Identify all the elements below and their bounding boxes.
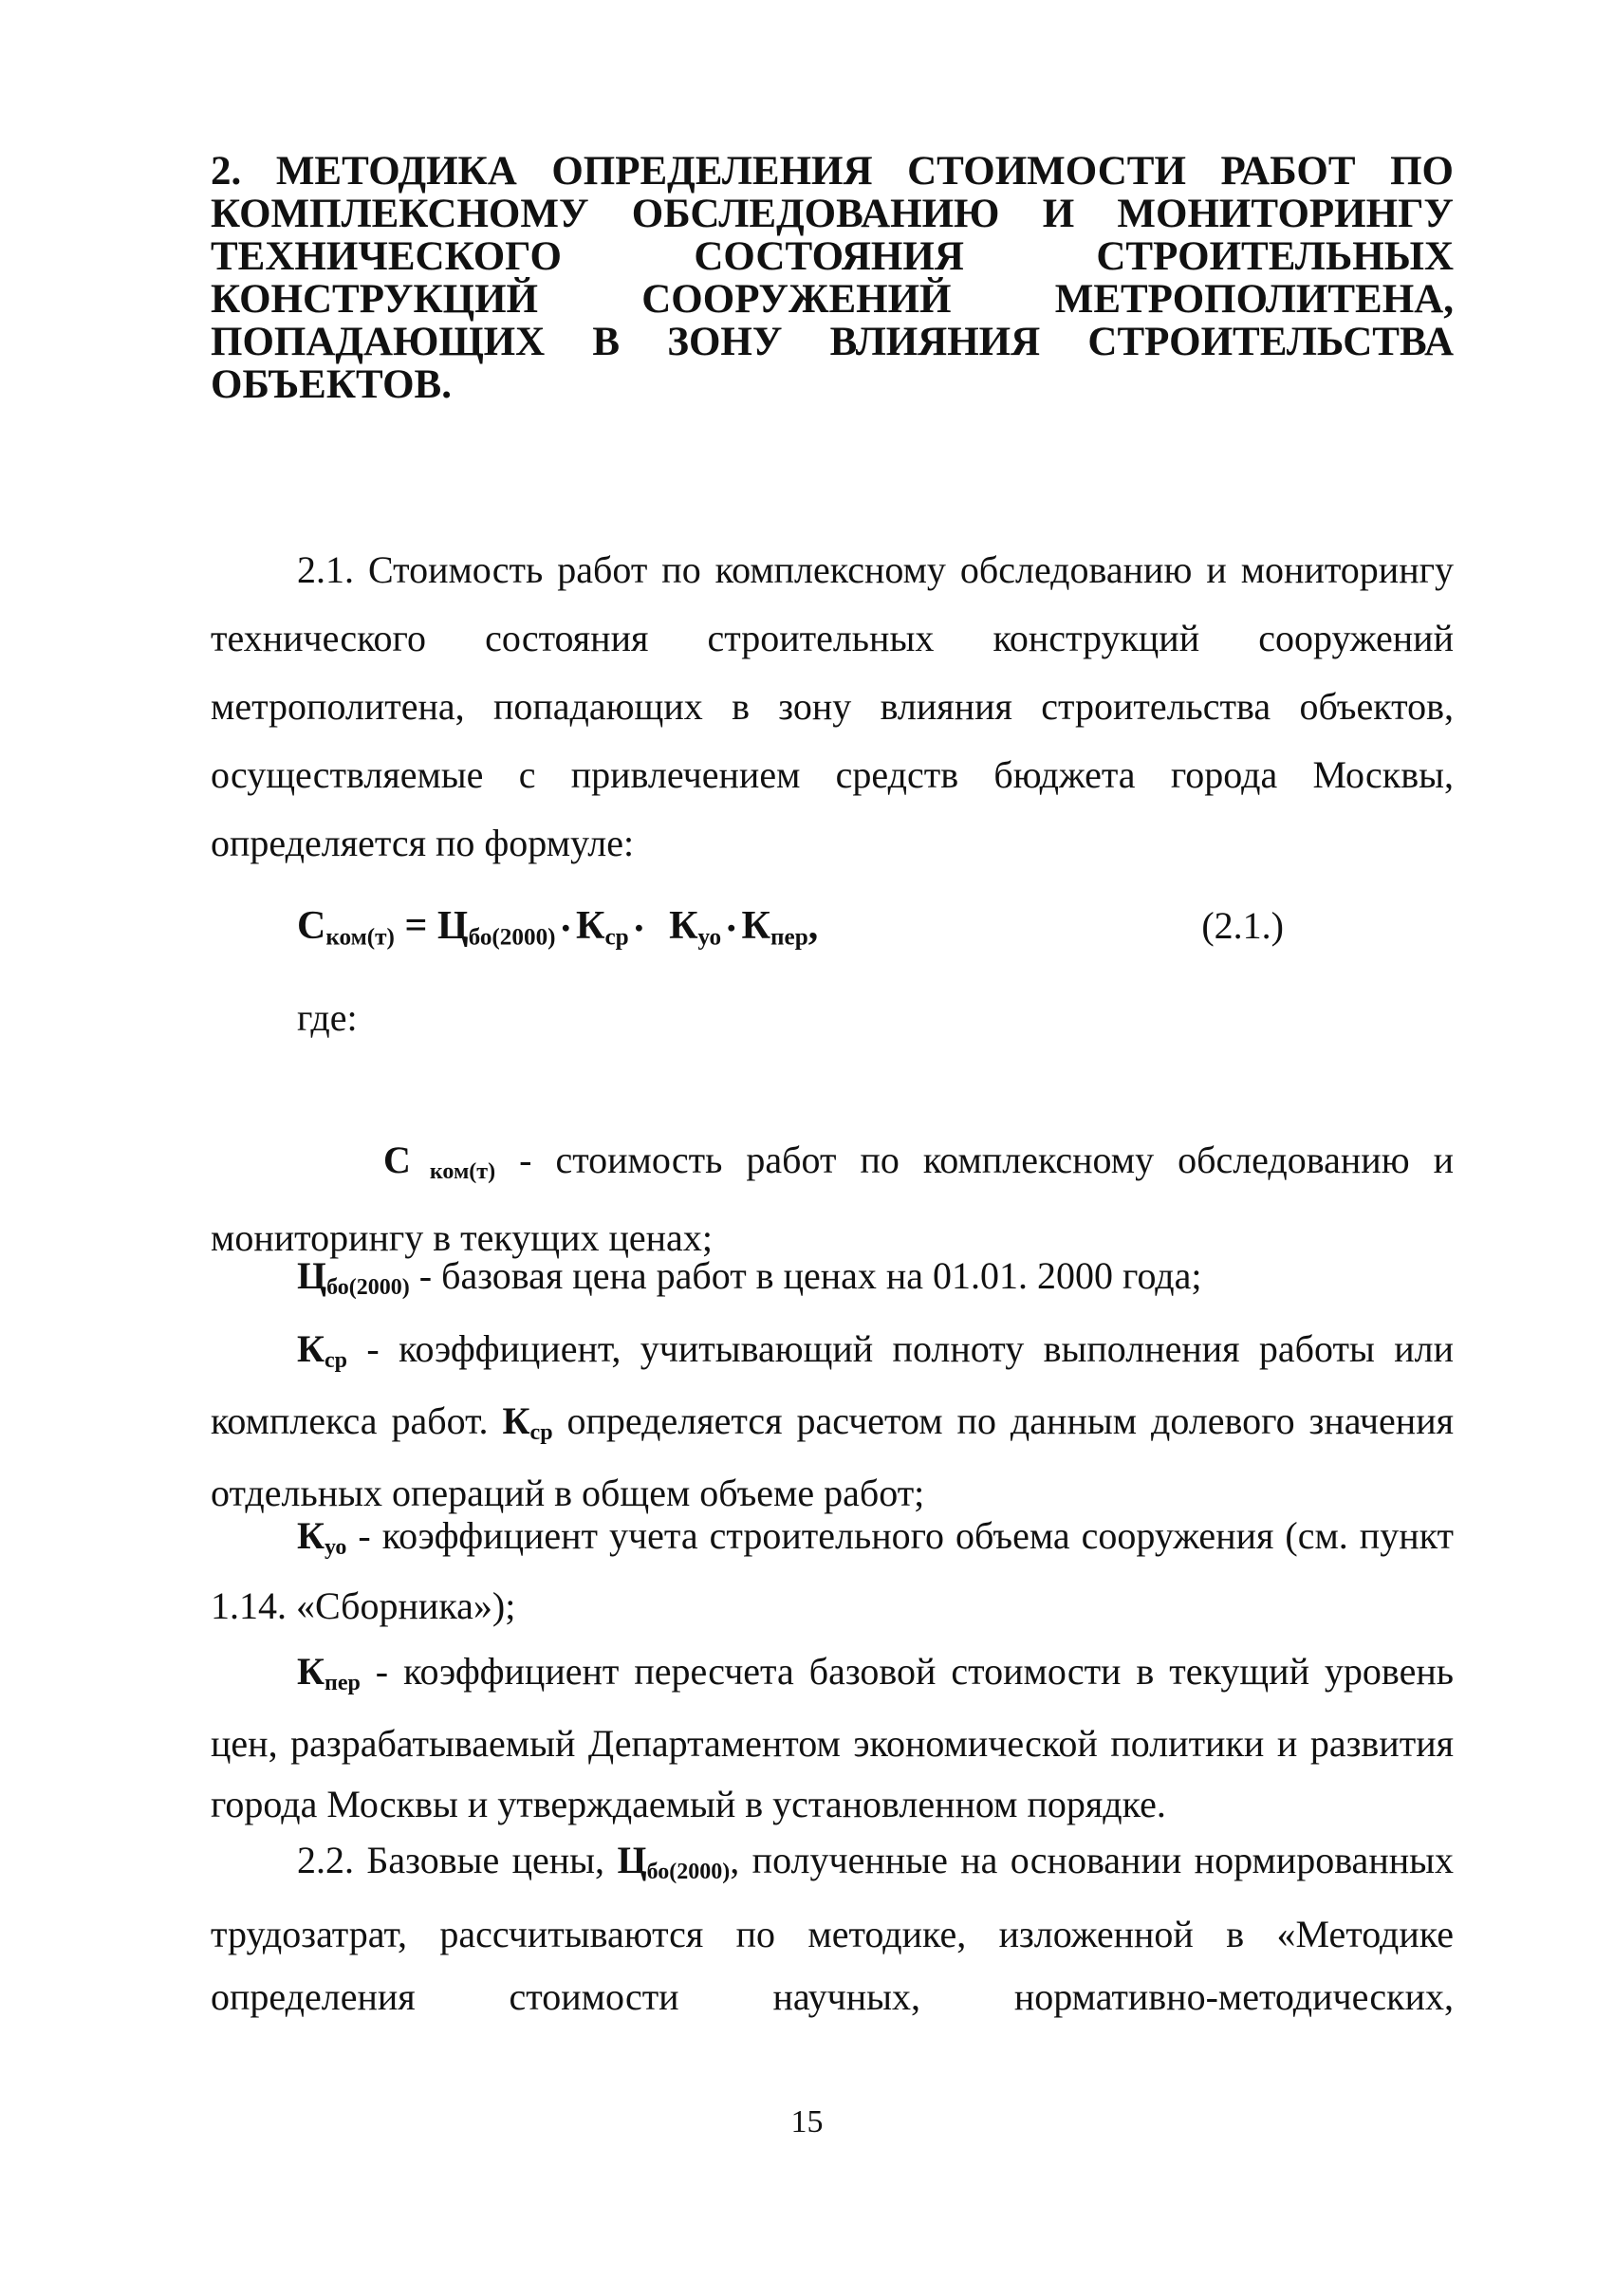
definition-base-price [211, 1248, 1454, 1316]
cost-formula [297, 903, 1284, 960]
formula-symbol-c: С [297, 904, 326, 948]
formula-subscript: ср [604, 924, 629, 951]
formula-multiply: • [721, 916, 742, 942]
definition-k-yo [211, 1507, 1454, 1636]
where-label: где: [297, 996, 358, 1039]
formula-multiply: • [555, 916, 576, 942]
formula-symbol-base-price: Ц [436, 904, 469, 948]
formula-subscript: уо [697, 924, 722, 951]
definition-text: - коэффициент учета строительного объема сооружения (см. пункт 1.14. «Сборника»); [211, 1514, 1454, 1627]
formula-number: (2.1.) [1201, 904, 1284, 947]
definition-k-per [211, 1641, 1454, 1835]
formula-expression [297, 903, 818, 951]
paragraph-2-1: 2.1. Стоимость работ по комплексному обследованию и мониторингу технического состояния строительных конструкций сооружений метрополитена, попадающих в зону влияния строительства объектов, осуществляемые с привлечением средств бюджета города Москвы, определяется по формуле: [211, 548, 1454, 864]
definition-k-sr [211, 1319, 1454, 1524]
formula-subscript: пер [770, 924, 808, 951]
formula-comma: , [807, 904, 819, 948]
definition-text: - коэффициент, учитывающий полноту выполнения работы или комплекса работ. [211, 1327, 1454, 1442]
page-number: 15 [790, 2104, 824, 2139]
section-heading: 2. МЕТОДИКА ОПРЕДЕЛЕНИЯ СТОИМОСТИ РАБОТ ПО КОМПЛЕКСНОМУ ОБСЛЕДОВАНИЮ И МОНИТОРИНГУ ТЕХНИЧЕСКОГО СОСТОЯНИЯ СТРОИТЕЛЬНЫХ КОНСТРУКЦИЙ СООРУЖЕНИЙ МЕТРОПОЛИТЕНА, ПОПАДАЮЩИХ В ЗОНУ ВЛИЯНИЯ СТРОИТЕЛЬСТВА ОБЪЕКТОВ. [211, 149, 1454, 407]
definition-symbol: С $_{ком(т)}$ [383, 1139, 496, 1184]
formula-subscript: ком(т) [325, 924, 395, 951]
definition-text: определяется расчетом по данным долевого значения отдельных операций в общем объеме работ; [211, 1399, 1454, 1514]
formula-symbol-k-sr: К [576, 904, 605, 948]
definition-symbol: $К_{ср}$ [502, 1399, 553, 1445]
definition-symbol: $Ц_{бо(2000)}$ [617, 1839, 731, 1884]
definition-text: - стоимость работ по комплексному обследованию и мониторингу в текущих ценах; [211, 1139, 1454, 1259]
formula-symbol-k-per: К [741, 904, 770, 948]
definition-symbol: $Ц_{бо(2000)}$ [297, 1254, 410, 1300]
formula-symbol-k-yo: К [669, 904, 698, 948]
definition-symbol: $К_{пер}$ [297, 1650, 361, 1695]
formula-subscript: бо(2000) [468, 924, 556, 951]
paragraph-2-2: 2.2. Базовые цены, $Ц_{бо(2000)}$, полученные на основании нормированных трудозатрат, рассчитываются по методике, изложенной в «Методике определения стоимости научных, нормативно-методических, [211, 1839, 1455, 2018]
definition-text: - коэффициент пересчета базовой стоимости в текущий уровень цен, разрабатываемый Департаментом экономической политики и развития города Москвы и утверждаемый в установленном порядке. [211, 1650, 1454, 1825]
formula-multiply: • [628, 916, 650, 942]
formula-equals: = [394, 904, 437, 948]
definition-text: - базовая цена работ в ценах на 01.01. 2000 года; [409, 1254, 1202, 1297]
definition-symbol: $К_{ср}$ [297, 1327, 348, 1373]
definition-symbol: $К_{уо}$ [297, 1514, 347, 1560]
